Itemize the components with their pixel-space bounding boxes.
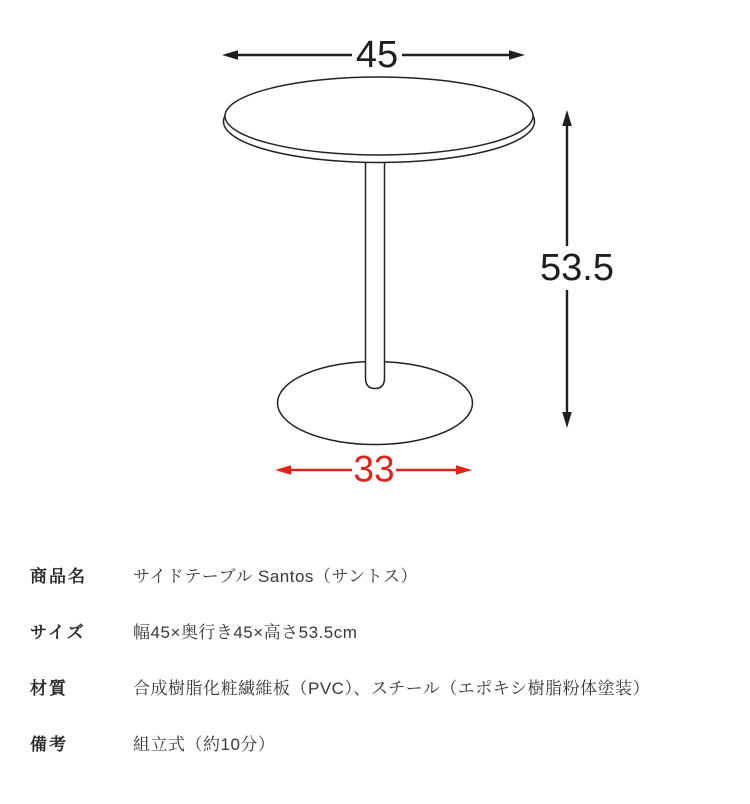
spec-label: サイズ <box>30 622 86 642</box>
spec-label: 材質 <box>30 678 68 698</box>
spec-row-size <box>30 602 720 658</box>
spec-value: 組立式（約10分） <box>133 734 276 754</box>
spec-row-notes <box>30 714 720 770</box>
spec-value: 幅45×奥行き45×高さ53.5cm <box>133 622 358 642</box>
spec-row-product-name <box>30 546 720 602</box>
spec-value: サイドテーブル Santos（サントス） <box>133 566 418 586</box>
spec-label: 備考 <box>30 734 68 754</box>
pedestal-column <box>366 140 385 389</box>
width-dimension <box>222 34 525 76</box>
table-top <box>225 77 533 155</box>
width-dimension-value: 45 <box>355 34 399 76</box>
height-dimension-value: 53.5 <box>540 247 614 289</box>
arrow-down-icon <box>562 412 572 428</box>
height-dimension <box>540 110 614 428</box>
side-table-drawing <box>224 77 535 445</box>
spec-value: 合成樹脂化粧繊維板（PVC）、スチール（エポキシ樹脂粉体塗装） <box>133 678 651 698</box>
base-width-dimension <box>275 449 472 490</box>
spec-label: 商品名 <box>30 566 87 586</box>
spec-list <box>30 546 720 770</box>
spec-row-material <box>30 658 720 714</box>
base-width-dimension-value: 33 <box>353 448 395 490</box>
